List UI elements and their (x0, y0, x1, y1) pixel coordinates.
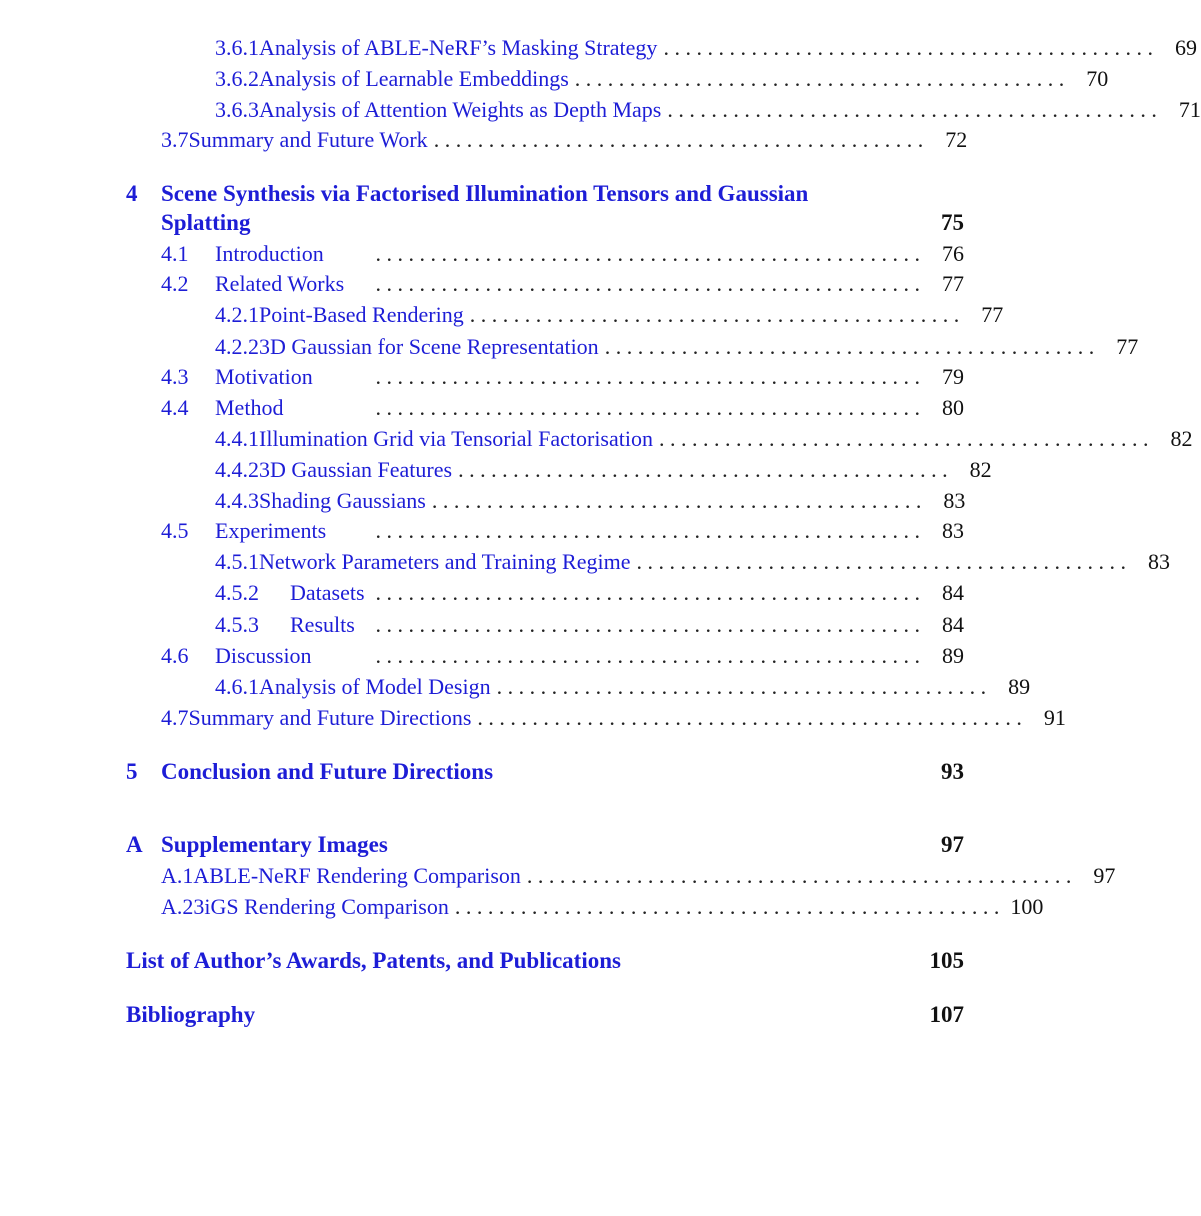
toc-entry-page: 77 (981, 302, 1004, 327)
dot-leader: . . . . . . . . . . . . . . . . . . . . . . . . . . . . . . . . . . . . . . . . . . . . . . . . . . (526, 863, 1072, 888)
toc-entry-page: 70 (1086, 66, 1109, 91)
toc-entry-title[interactable]: Analysis of Learnable Embeddings (259, 66, 569, 91)
dot-leader: . . . . . . . . . . . . . . . . . . . . . . . . . . . . . . . . . . . . . . . . . . . . . (604, 334, 1095, 359)
toc-entry-page: 83 (942, 518, 964, 543)
toc-chapter-page: 75 (941, 210, 964, 235)
dot-leader: . . . . . . . . . . . . . . . . . . . . . . . . . . . . . . . . . . . . . . . . . . . . . (458, 457, 948, 482)
dot-leader: . . . . . . . . . . . . . . . . . . . . . . . . . . . . . . . . . . . . . . . . . . . . . (469, 302, 960, 327)
dot-leader: . . . . . . . . . . . . . . . . . . . . . . . . . . . . . . . . . . . . . . . . . . . . . (574, 66, 1065, 91)
toc-entry-page: 91 (1043, 705, 1066, 730)
toc-entry-number: A.1 (161, 863, 194, 888)
toc-chapter-4[interactable] (126, 180, 964, 208)
dot-leader: . . . . . . . . . . . . . . . . . . . . . . . . . . . . . . . . . . . . . . . . . . . . . . . . . . (375, 643, 920, 668)
toc-entry-number: 3.6.1 (215, 35, 259, 60)
toc-entry-4-3[interactable] (161, 363, 964, 391)
toc-entry-number: 4.5.1 (215, 549, 259, 574)
toc-entry-3-6-3[interactable] (215, 96, 1201, 124)
toc-entry-4-1[interactable] (161, 240, 964, 268)
toc-entry-number: 4.5.2 (215, 580, 259, 605)
toc-entry-number: 4.2 (161, 271, 189, 296)
toc-entry-page: 89 (1008, 674, 1031, 699)
toc-entry-title[interactable]: Shading Gaussians (259, 488, 426, 513)
toc-entry-page: 77 (942, 271, 964, 296)
toc-entry-title[interactable]: 3iGS Rendering Comparison (193, 894, 449, 919)
toc-entry-title[interactable]: Summary and Future Directions (188, 705, 472, 730)
toc-entry-4-2-1[interactable] (215, 301, 1004, 329)
toc-entry-page: 71 (1178, 97, 1201, 122)
toc-entry-title[interactable]: Motivation (215, 364, 313, 389)
toc-entry-number: 4.5.3 (215, 612, 259, 637)
toc-chapter-title-line1[interactable]: Scene Synthesis via Factorised Illumination Tensors and Gaussian (161, 181, 809, 206)
toc-entry-page: 83 (1148, 549, 1170, 574)
toc-entry-title[interactable]: Summary and Future Work (188, 127, 428, 152)
toc-entry-4-4-2[interactable] (215, 456, 992, 484)
toc-entry-title[interactable]: Method (215, 395, 284, 420)
dot-leader: . . . . . . . . . . . . . . . . . . . . . . . . . . . . . . . . . . . . . . . . . . . . . . . . . . (375, 395, 920, 420)
dot-leader: . . . . . . . . . . . . . . . . . . . . . . . . . . . . . . . . . . . . . . . . . . . . . (636, 549, 1126, 574)
toc-entry-page: 80 (942, 395, 964, 420)
toc-entry-title[interactable]: Analysis of Model Design (259, 674, 491, 699)
toc-entry-4-5-2[interactable] (215, 579, 964, 607)
dot-leader: . . . . . . . . . . . . . . . . . . . . . . . . . . . . . . . . . . . . . . . . . . . . . . . . . . (477, 705, 1022, 730)
toc-entry-number: 4.7 (161, 705, 189, 730)
toc-entry-4-7[interactable] (161, 704, 1066, 732)
toc-chapter-title[interactable]: Supplementary Images (161, 832, 388, 857)
toc-entry-page: 84 (942, 612, 964, 637)
toc-entry-number: 4.4.1 (215, 426, 259, 451)
toc-entry-3-7[interactable] (161, 126, 968, 154)
toc-entry-title[interactable]: Related Works (215, 271, 345, 296)
toc-entry-number: 4.2.1 (215, 302, 259, 327)
toc-chapter-number: 5 (126, 759, 138, 784)
toc-entry-page: 100 (1010, 894, 1044, 919)
toc-entry-title[interactable]: Results (290, 612, 355, 637)
toc-entry-4-4[interactable] (161, 394, 964, 422)
toc-chapter-5[interactable] (126, 758, 964, 786)
toc-chapter-4-line2[interactable] (161, 209, 964, 237)
dot-leader: . . . . . . . . . . . . . . . . . . . . . . . . . . . . . . . . . . . . . . . . . . . . . (663, 35, 1153, 60)
toc-entry-page: 72 (945, 127, 968, 152)
toc-entry-page: 84 (942, 580, 964, 605)
toc-entry-4-4-1[interactable] (215, 425, 1193, 453)
toc-entry-title[interactable]: Analysis of ABLE-NeRF’s Masking Strategy (259, 35, 658, 60)
dot-leader: . . . . . . . . . . . . . . . . . . . . . . . . . . . . . . . . . . . . . . . . . . . . . (496, 674, 987, 699)
toc-chapter-title[interactable]: Conclusion and Future Directions (161, 759, 494, 784)
dot-leader: . . . . . . . . . . . . . . . . . . . . . . . . . . . . . . . . . . . . . . . . . . . . . . . . . . (454, 894, 1000, 919)
toc-entry-number: 4.2.2 (215, 334, 259, 359)
toc-entry-title[interactable]: Point-Based Rendering (259, 302, 464, 327)
toc-entry-page: 82 (1170, 426, 1193, 451)
toc-entry-number: 4.3 (161, 364, 189, 389)
dot-leader: . . . . . . . . . . . . . . . . . . . . . . . . . . . . . . . . . . . . . . . . . . . . . . . . . . (375, 271, 920, 296)
toc-entry-page: 89 (942, 643, 964, 668)
toc-entry-page: 76 (942, 241, 964, 266)
toc-entry-number: 3.7 (161, 127, 189, 152)
toc-chapter-number: A (126, 832, 143, 857)
toc-entry-title[interactable]: 3D Gaussian Features (259, 457, 453, 482)
toc-awards-publications[interactable] (126, 947, 964, 975)
toc-entry-page: 82 (969, 457, 992, 482)
toc-entry-number: 4.4.3 (215, 488, 259, 513)
toc-entry-number: 4.4 (161, 395, 189, 420)
toc-entry-title[interactable]: 3D Gaussian for Scene Representation (259, 334, 599, 359)
toc-entry-number: 4.1 (161, 241, 189, 266)
toc-entry-a-2[interactable] (161, 893, 1044, 921)
dot-leader: . . . . . . . . . . . . . . . . . . . . . . . . . . . . . . . . . . . . . . . . . . . . . (658, 426, 1149, 451)
toc-entry-title[interactable]: Network Parameters and Training Regime (259, 549, 631, 574)
dot-leader: . . . . . . . . . . . . . . . . . . . . . . . . . . . . . . . . . . . . . . . . . . . . . . . . . . (375, 580, 920, 605)
dot-leader: . . . . . . . . . . . . . . . . . . . . . . . . . . . . . . . . . . . . . . . . . . . . . . . . . . (375, 612, 920, 637)
dot-leader: . . . . . . . . . . . . . . . . . . . . . . . . . . . . . . . . . . . . . . . . . . . . . (667, 97, 1157, 122)
toc-entry-4-6-1[interactable] (215, 673, 1031, 701)
toc-entry-number: 4.6.1 (215, 674, 259, 699)
toc-entry-4-5-1[interactable] (215, 548, 1170, 576)
toc-entry-number: 4.4.2 (215, 457, 259, 482)
toc-entry-4-5[interactable] (161, 517, 964, 545)
toc-entry-number: 3.6.2 (215, 66, 259, 91)
toc-chapter-title[interactable]: List of Author’s Awards, Patents, and Publications (126, 948, 621, 973)
toc-entry-title[interactable]: Introduction (215, 241, 324, 266)
toc-entry-page: 97 (1093, 863, 1116, 888)
toc-entry-4-2-2[interactable] (215, 333, 1139, 361)
toc-entry-page: 69 (1174, 35, 1197, 60)
toc-entry-title[interactable]: Datasets (290, 580, 365, 605)
toc-entry-number: 4.5 (161, 518, 189, 543)
toc-entry-page: 83 (943, 488, 966, 513)
toc-entry-3-6-2[interactable] (215, 65, 1109, 93)
toc-entry-4-5-3[interactable] (215, 611, 964, 639)
dot-leader: . . . . . . . . . . . . . . . . . . . . . . . . . . . . . . . . . . . . . . . . . . . . . . . . . . (375, 518, 920, 543)
toc-entry-3-6-1[interactable] (215, 34, 1197, 62)
toc-entry-title[interactable]: Discussion (215, 643, 312, 668)
dot-leader: . . . . . . . . . . . . . . . . . . . . . . . . . . . . . . . . . . . . . . . . . . . . . . . . . . (375, 241, 920, 266)
dot-leader: . . . . . . . . . . . . . . . . . . . . . . . . . . . . . . . . . . . . . . . . . . . . . . . . . . (375, 364, 920, 389)
toc-entry-number: 4.6 (161, 643, 189, 668)
toc-entry-number: 3.6.3 (215, 97, 259, 122)
toc-chapter-page: 93 (941, 759, 964, 784)
toc-entry-title[interactable]: Experiments (215, 518, 327, 543)
toc-chapter-page: 107 (929, 1002, 964, 1027)
toc-chapter-title[interactable]: Bibliography (126, 1002, 256, 1027)
dot-leader: . . . . . . . . . . . . . . . . . . . . . . . . . . . . . . . . . . . . . . . . . . . . . (431, 488, 922, 513)
toc-chapter-page: 105 (929, 948, 964, 973)
toc-entry-page: 79 (942, 364, 964, 389)
toc-entry-number: A.2 (161, 894, 194, 919)
toc-entry-4-6[interactable] (161, 642, 964, 670)
toc-chapter-title-line2[interactable]: Splatting (161, 210, 251, 235)
toc-chapter-number: 4 (126, 181, 138, 206)
toc-entry-title[interactable]: ABLE-NeRF Rendering Comparison (193, 863, 521, 888)
toc-appendix-a[interactable] (126, 831, 964, 859)
toc-entry-title[interactable]: Analysis of Attention Weights as Depth Maps (259, 97, 662, 122)
toc-entry-4-2[interactable] (161, 270, 964, 298)
toc-entry-title[interactable]: Illumination Grid via Tensorial Factorisation (259, 426, 653, 451)
toc-entry-a-1[interactable] (161, 862, 1116, 890)
toc-chapter-page: 97 (941, 832, 964, 857)
toc-entry-page: 77 (1116, 334, 1139, 359)
toc-entry-4-4-3[interactable] (215, 487, 964, 515)
dot-leader: . . . . . . . . . . . . . . . . . . . . . . . . . . . . . . . . . . . . . . . . . . . . . (433, 127, 924, 152)
toc-bibliography[interactable] (126, 1001, 964, 1029)
